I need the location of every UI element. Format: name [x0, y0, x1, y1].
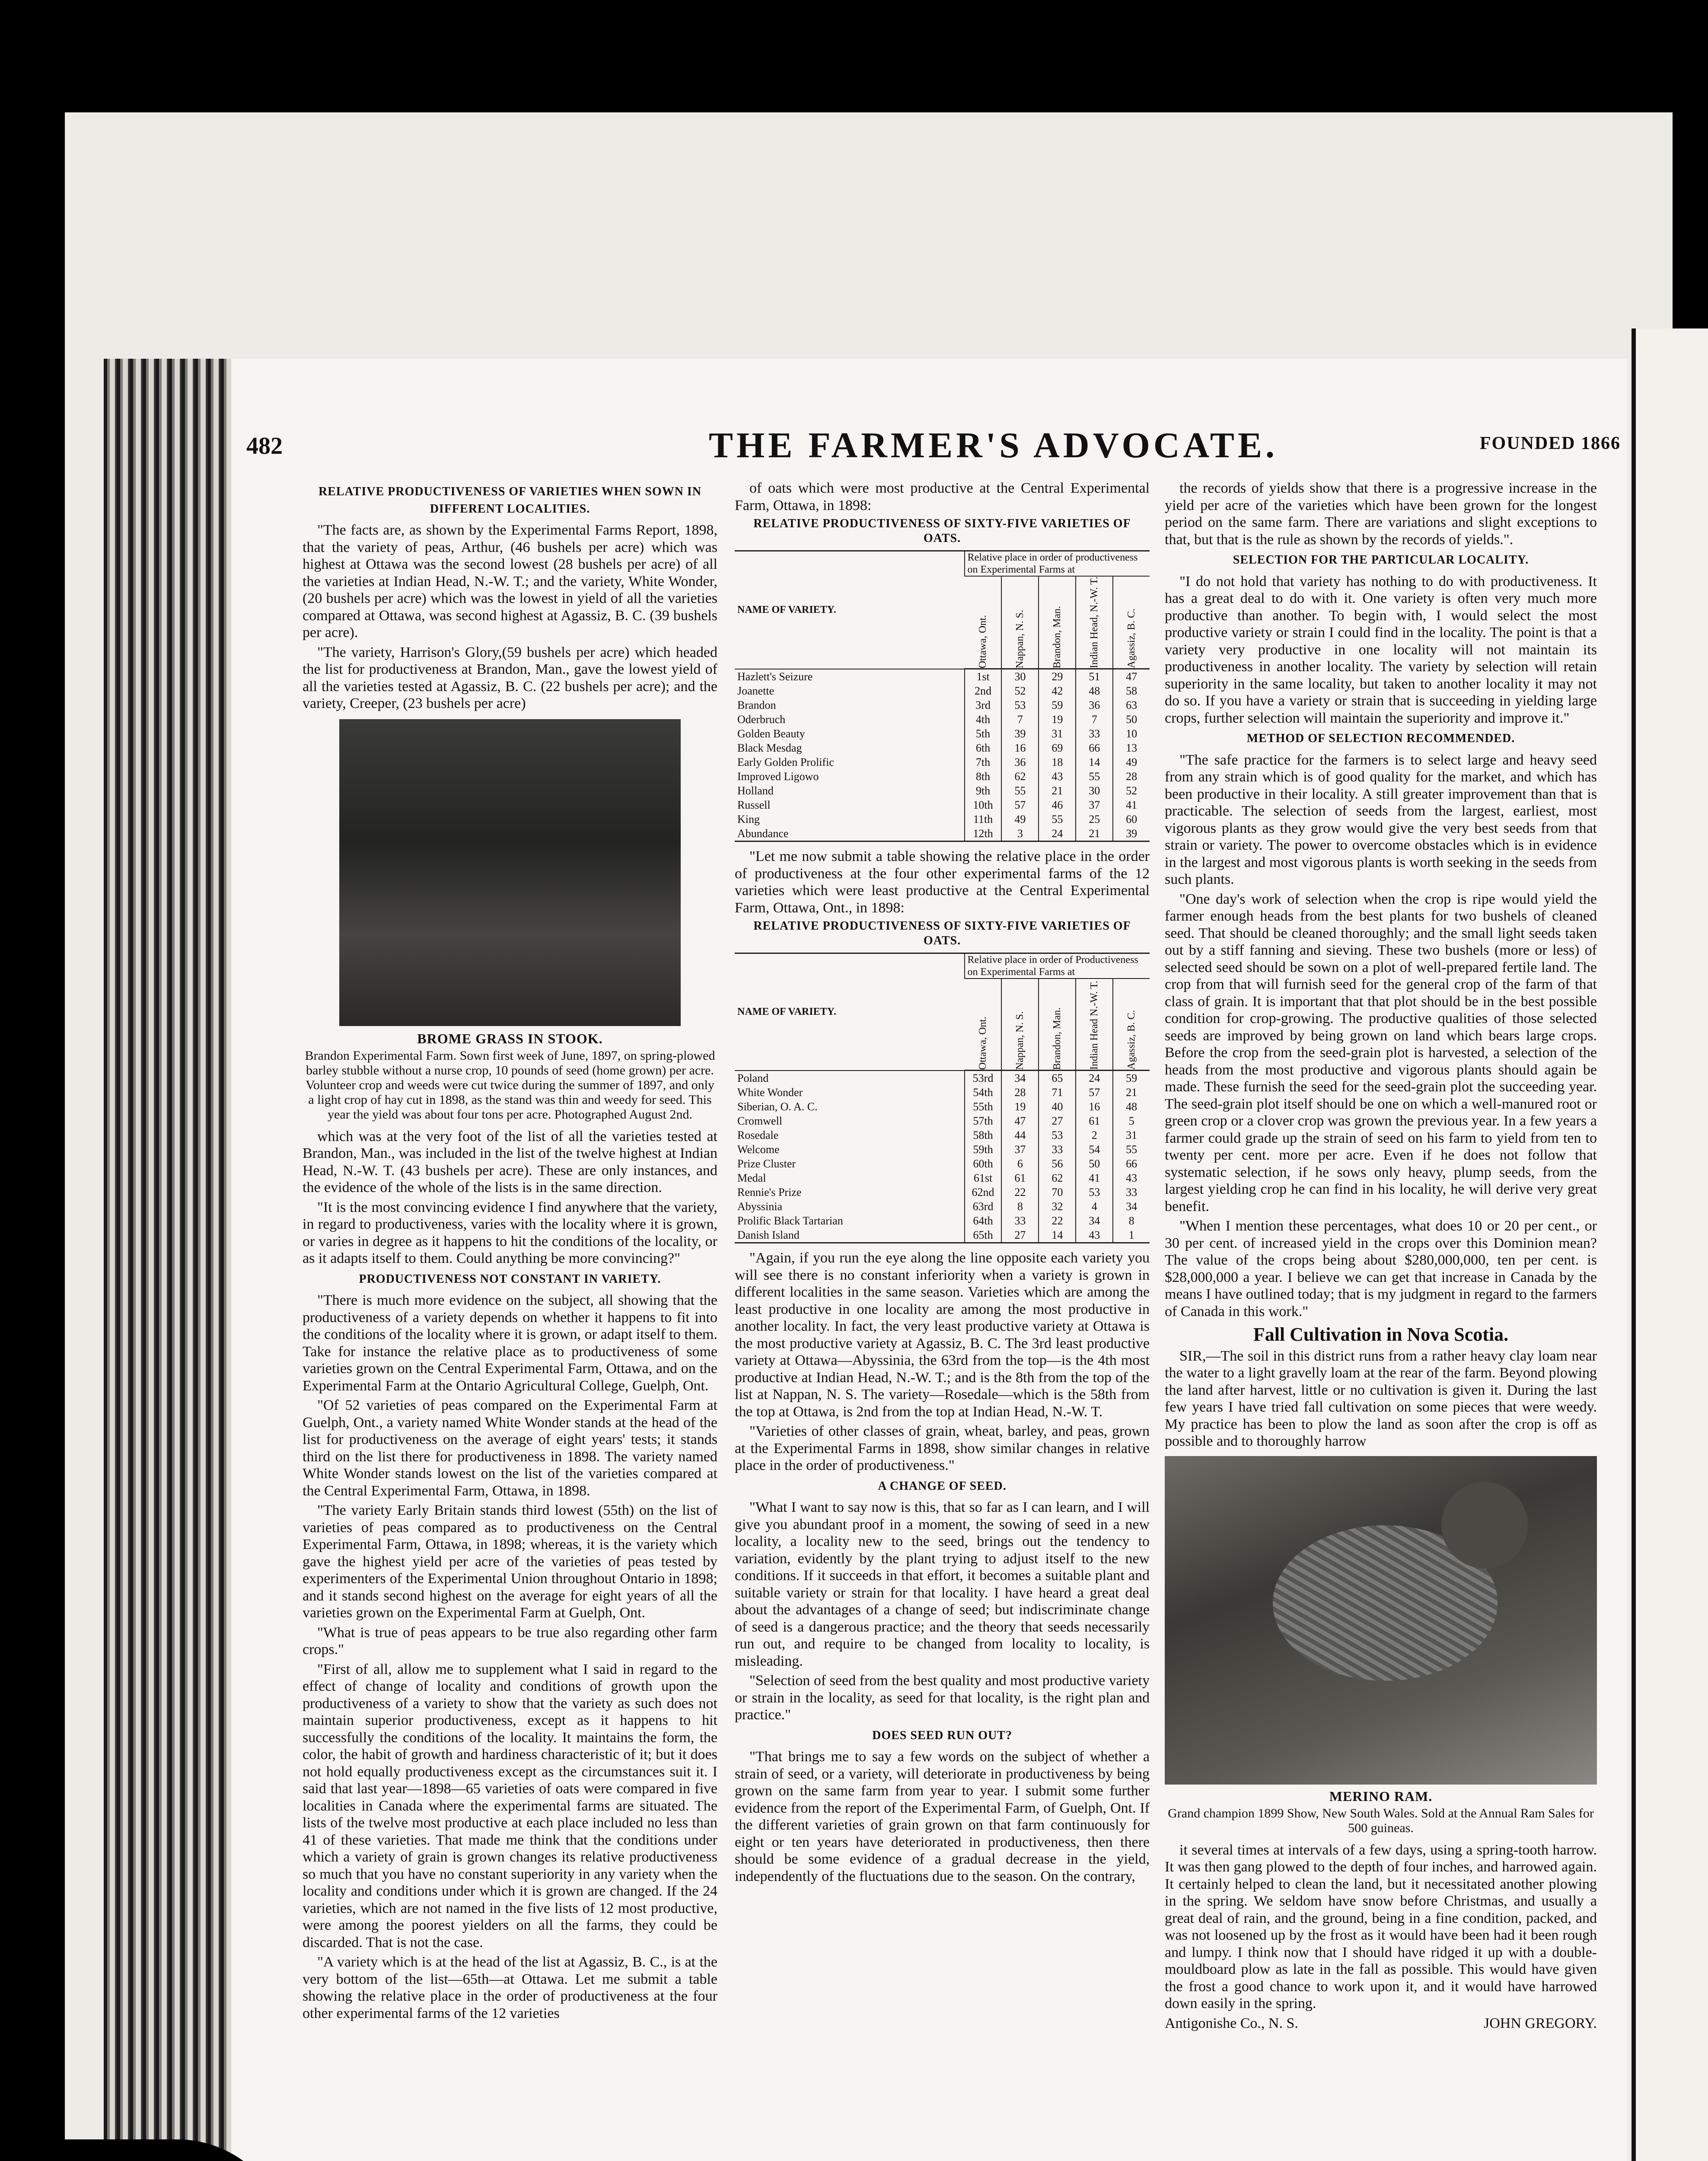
ram-head [1441, 1482, 1528, 1568]
paragraph: "When I mention these percentages, what does 10 or 20 per cent., or 30 per cent. of increased yield in the crops over this Dominion mean? The value of the crops being about $280,000,000, ten per cent. is $28,000,000 a year. I believe we can get that increase in Canada by the means I have outlined today; that is my judgment in regard to the farmers of Canada in this work." [1165, 1218, 1597, 1320]
table-row [735, 1085, 1150, 1100]
paragraph: which was at the very foot of the list of all the varieties tested at Brandon, Man., was included in the list of the twelve highest at Indian Head, N.-W. T. (43 bushels per acre). These are only instances, and the evidence of the whole of the lists is in the same direction. [303, 1128, 717, 1195]
rank-cell: 6th [965, 741, 1002, 755]
rank-cell: 63rd [965, 1199, 1002, 1214]
rank-cell: 37 [1076, 798, 1113, 812]
section-heading: SELECTION FOR THE PARTICULAR LOCALITY. [1233, 553, 1529, 567]
rank-cell: 47 [1113, 669, 1150, 684]
rank-cell: 44 [1001, 1128, 1039, 1142]
paragraph: "Again, if you run the eye along the line opposite each variety you will see there is no constant inferiority when a variety is grown in different localities in the same season. Varieties which are among the least productive in one locality are among the most productive in another locality. In fact, the very least productive variety at Ottawa is the most productive variety at Agassiz, B. C. The 3rd least productive variety at Ottawa—Abyssinia, the 63rd from the top—is the 4th most productive at Indian Head, N.-W. T.; and is the 8th from the top of the list at Nappan, N. S. The variety—Rosedale—which is the 58th from the top at Ottawa, is 2nd from the top at Indian Head, N.-W. T. [735, 1250, 1150, 1420]
table-row [735, 1114, 1150, 1128]
table-row [735, 669, 1150, 684]
variety-name: Medal [737, 1172, 766, 1185]
paragraph: "Let me now submit a table showing the relative place in the order of productiveness at the four other experimental farms of the 12 varieties which were least productive at the Central Experimental Farm, Ottawa, Ont., in 1898: [735, 848, 1150, 916]
rank-cell: 53 [1076, 1185, 1113, 1199]
rank-cell: 9th [965, 784, 1002, 798]
table-row [735, 1128, 1150, 1142]
paragraph: "The facts are, as shown by the Experimental Farms Report, 1898, that the variety of peas, Arthur, (46 bushels per acre) which was highest at Ottawa was the second lowest (28 bushels per acre) of all the varieties at Indian Head, N.-W. T.; and the variety, White Wonder,(20 bushels per acre) which was the lowest in yield of all the varieties compared at Ottawa, was second highest at Agassiz, B. C. (39 bushels per acre). [303, 522, 717, 641]
rank-cell: 1 [1113, 1228, 1150, 1243]
table-col-header [965, 979, 1002, 1071]
rank-cell: 5 [1113, 1114, 1150, 1128]
rank-cell: 21 [1076, 826, 1113, 841]
paragraph: of oats which were most productive at the Central Experimental Farm, Ottawa, in 1898: [735, 480, 1150, 513]
paragraph: SIR,—The soil in this district runs from a rather heavy clay loam near the water to a light gravelly loam at the rear of the farm. Beyond plowing the land after harvest, little or no cultivation is given it. During the last few years I have tried fall cultivation on some pieces that were weedy. My practice has been to plow the land as soon after the crop is off as possible and to thoroughly harrow [1165, 1348, 1597, 1449]
rank-cell: 51 [1076, 669, 1113, 684]
rank-cell: 7 [1076, 712, 1113, 727]
rank-cell: 33 [1113, 1185, 1150, 1199]
rank-cell: 57 [1076, 1085, 1113, 1100]
paragraph: it several times at intervals of a few days, using a spring-tooth harrow. It was then gang plowed to the depth of four inches, and harrowed again. It certainly helped to clean the land, but it necessitated another plowing in the spring. We seldom have snow before Christmas, and usually a great deal of rain, and the ground, being in a fine condition, packed, and was not loosened up by the frost as it would have been had it been rough and lumpy. I think now that I should have ridged it up with a double-mouldboard plow as late in the fall as possible. This would have given the frost a good chance to work upon it, and it would have harrowed down easily in the spring. [1165, 1842, 1597, 2011]
rank-cell: 46 [1039, 798, 1076, 812]
rank-cell: 33 [1076, 727, 1113, 741]
table-row [735, 1171, 1150, 1185]
page-number: 482 [246, 433, 283, 459]
table-row [735, 1199, 1150, 1214]
rank-cell: 3 [1001, 826, 1039, 841]
column-1 [303, 480, 717, 2024]
rank-cell: 52 [1113, 784, 1150, 798]
rank-cell: 36 [1001, 755, 1039, 769]
rank-cell: 42 [1039, 684, 1076, 698]
paragraph: "First of all, allow me to supplement what I said in regard to the effect of change of locality and conditions of growth upon the productiveness of a variety to show that the variety as such does not maintain superior productiveness, except as it happens to hit successfully the conditions of the locality. It maintains the form, the color, the habit of growth and hardiness characteristic of it; but it does not hold equally productiveness except as the circumstances suit it. I said that last year—1898—65 varieties of oats were compared in five localities in Canada where the experimental farms are situated. The lists of the twelve most productive at each place included no less than 41 of these varieties. That made me think that the conditions under which a variety of grain is grown changes its relative productiveness so much that you have no constant superiority in any variety when the locality and conditions under which it is grown are changed. If the 24 varieties, which are not named in the five lists of 12 most productive, were among the poorest yielders on all the farms, they could be discarded. That is not the case. [303, 1661, 717, 1951]
rank-cell: 47 [1001, 1114, 1039, 1128]
table-row [735, 727, 1150, 741]
paragraph: "Of 52 varieties of peas compared on the Experimental Farm at Guelph, Ont., a variety named White Wonder stands at the head of the list for productiveness on the average of eight years' tests; it stands third on the list there for productiveness in 1898. The variety named White Wonder stands lowest on the list of the varieties compared at the Central Experimental Farm, Ottawa, in 1898. [303, 1397, 717, 1499]
rank-cell: 62 [1001, 769, 1039, 784]
table-row [735, 1185, 1150, 1199]
rank-cell: 49 [1001, 812, 1039, 826]
variety-name: Rosedale [737, 1129, 779, 1142]
rank-cell: 70 [1039, 1185, 1076, 1199]
rank-cell: 33 [1039, 1142, 1076, 1157]
table-col-label: Indian Head N.-W. T. [1088, 981, 1100, 1070]
rank-cell: 14 [1039, 1228, 1076, 1243]
rank-cell: 37 [1001, 1142, 1039, 1157]
paragraph: "I do not hold that variety has nothing to do with productiveness. It has a great deal to do with it. One variety is often very much more productive than another. To begin with, I would select the most productive variety or strain I could find in the locality. The point is that a variety very productive in one locality will not maintain its productiveness in another locality. The variety by selection will retain superiority in the same locality, but taken to another locality it may not do so. If you have a variety or strain that is succeeding in yielding large crops, further selection will maintain the superiority and improve it." [1165, 573, 1597, 726]
photo-caption [303, 1031, 717, 1122]
table-row [735, 1214, 1150, 1228]
rank-cell: 8 [1113, 1214, 1150, 1228]
photo-caption-title: MERINO RAM. [1329, 1788, 1433, 1804]
rank-cell: 34 [1001, 1071, 1039, 1086]
variety-name: Cromwell [737, 1115, 782, 1128]
table-row [735, 684, 1150, 698]
table-col-label: Nappan, N. S. [1014, 609, 1026, 669]
table-row [735, 1157, 1150, 1171]
table-col-label: Ottawa, Ont. [977, 1016, 988, 1070]
paragraph: "The variety, Harrison's Glory,(59 bushels per acre) which headed the list for productiveness at Brandon, Man., gave the lowest yield of all the varieties tested at Agassiz, B. C. (22 bushels per acre); and the variety, Creeper, (23 bushels per acre) [303, 644, 717, 711]
rank-cell: 21 [1113, 1085, 1150, 1100]
rank-cell: 7 [1001, 712, 1039, 727]
table-col-label: Agassiz, B. C. [1125, 1010, 1137, 1070]
rank-cell: 53 [1039, 1128, 1076, 1142]
table-col-header [1076, 979, 1113, 1071]
variety-name: Siberian, O. A. C. [737, 1100, 818, 1113]
rank-cell: 36 [1076, 698, 1113, 712]
rank-cell: 61st [965, 1171, 1002, 1185]
rank-cell: 30 [1001, 669, 1039, 684]
table-row [735, 798, 1150, 812]
table-col-label: Agassiz, B. C. [1125, 609, 1137, 669]
rank-cell: 27 [1001, 1228, 1039, 1243]
rank-cell: 57th [965, 1114, 1002, 1128]
rank-cell: 28 [1001, 1085, 1039, 1100]
rank-cell: 2nd [965, 684, 1002, 698]
rank-cell: 52 [1001, 684, 1039, 698]
rank-cell: 58th [965, 1128, 1002, 1142]
section-heading: RELATIVE PRODUCTIVENESS OF VARIETIES WHEN SOWN IN DIFFERENT LOCALITIES. [318, 485, 702, 516]
rank-cell: 22 [1001, 1185, 1039, 1199]
rank-cell: 10 [1113, 727, 1150, 741]
variety-name: Rennie's Prize [737, 1186, 802, 1199]
paragraph: "One day's work of selection when the crop is ripe would yield the farmer enough heads from the best plants for two bushels of cleaned seed. That should be cleaned thoroughly; and the small light seeds taken out by a stiff fanning and sieving. These two bushels (more or less) of selected seed should be sown on a plot of well-prepared fertile land. The crop from that will furnish seed for the general crop of the farm of that class of grain. It is important that that plot should be in the best possible condition for crop-growing. The productive qualities of those selected seeds are improved by being grown on land which bears large crops. Before the crop from the seed-grain plot is harvested, a selection of the heads from the most productive and vigorous plants should again be made. These furnish the seed for the seed-grain plot the succeeding year. The seed-grain plot itself should be one on which a well-manured root or green crop or a clover crop was grown the previous year. In a few years a farmer could grade up the strain of seed on his farm to yield from ten to twenty per cent. more per acre. Even if he does not follow that systematic selection, if he sows only heavy, plump seeds, from the largest yielding crop he can find in his locality, he will derive very great benefit. [1165, 891, 1597, 1214]
photo-caption-text: Grand champion 1899 Show, New South Wales. Sold at the Annual Ram Sales for 500 guineas. [1168, 1806, 1594, 1835]
rank-cell: 32 [1039, 1199, 1076, 1214]
section-heading: METHOD OF SELECTION RECOMMENDED. [1246, 732, 1515, 745]
rank-cell: 58 [1113, 684, 1150, 698]
page-header [246, 425, 1621, 465]
rank-cell: 53rd [965, 1071, 1002, 1086]
rank-cell: 43 [1076, 1228, 1113, 1243]
table-title: RELATIVE PRODUCTIVENESS OF SIXTY-FIVE VARIETIES OF OATS. [753, 517, 1131, 545]
column-2 [735, 480, 1150, 1887]
rank-cell: 60th [965, 1157, 1002, 1171]
rank-cell: 19 [1001, 1100, 1039, 1114]
rank-cell: 16 [1001, 741, 1039, 755]
rank-cell: 54th [965, 1085, 1002, 1100]
rank-cell: 69 [1039, 741, 1076, 755]
rank-cell: 21 [1039, 784, 1076, 798]
paragraph: "Selection of seed from the best quality and most productive variety or strain in the locality, as seed for that locality, is the right plan and practice." [735, 1673, 1150, 1723]
book-spine-edge [104, 359, 233, 2161]
signature-name: JOHN GREGORY. [1484, 2015, 1597, 2031]
paragraph: "The safe practice for the farmers is to select large and heavy seed from any strain which is of good quality for the market, and which has been productive in their locality. A still greater improvement than that is practicable. The selection of seeds from the largest, earliest, most vigorous plants as they grow would give the very best seeds from that strain or variety. The power to overcome obstacles which is in evidence in the largest and most vigorous plants is worth seeking in the seeds from such plants. [1165, 752, 1597, 887]
signature-place: Antigonishe Co., N. S. [1165, 2015, 1298, 2031]
rank-cell: 49 [1113, 755, 1150, 769]
paragraph: "Varieties of other classes of grain, wheat, barley, and peas, grown at the Experimental Farms in 1898, show similar changes in relative place in the order of productiveness." [735, 1423, 1150, 1474]
table-col-header [1113, 979, 1150, 1071]
photo-caption-text: Brandon Experimental Farm. Sown first week of June, 1897, on spring-plowed barley stubble without a nurse crop, 10 pounds of seed (home grown) per acre. Volunteer crop and weeds were cut twice during the summer of 1897, and only a light crop of hay cut in 1898, as the stand was thin and weedy for seed. This year the yield was about four tons per acre. Photographed August 2nd. [305, 1048, 715, 1122]
oats-table-most-productive [735, 550, 1150, 842]
rank-cell: 57 [1001, 798, 1039, 812]
rank-cell: 6 [1001, 1157, 1039, 1171]
rank-cell: 39 [1001, 727, 1039, 741]
rank-cell: 31 [1039, 727, 1076, 741]
table-col-label: Ottawa, Ont. [977, 615, 988, 669]
table-col-header [1039, 979, 1076, 1071]
variety-name: Prize Cluster [737, 1157, 796, 1170]
variety-name: Hazlett's Seizure [737, 670, 813, 683]
rank-cell: 7th [965, 755, 1002, 769]
rank-cell: 4 [1076, 1199, 1113, 1214]
rank-cell: 34 [1076, 1214, 1113, 1228]
rank-cell: 27 [1039, 1114, 1076, 1128]
rank-cell: 64th [965, 1214, 1002, 1228]
variety-name: Prolific Black Tartarian [737, 1214, 843, 1227]
rank-cell: 41 [1076, 1171, 1113, 1185]
rank-cell: 63 [1113, 698, 1150, 712]
table-group-header: Relative place in order of productiveness on Experimental Farms at [965, 551, 1150, 577]
table-row [735, 698, 1150, 712]
rank-cell: 33 [1001, 1214, 1039, 1228]
merino-ram-photo [1165, 1456, 1597, 1785]
variety-name: Poland [737, 1071, 769, 1084]
variety-name: Oderbruch [737, 713, 786, 726]
rank-cell: 16 [1076, 1100, 1113, 1114]
rank-cell: 61 [1001, 1171, 1039, 1185]
rank-cell: 39 [1113, 826, 1150, 841]
paragraph: "That brings me to say a few words on the subject of whether a strain of seed, or a variety, will deteriorate in productiveness by being grown on the same farm from year to year. I submit some further evidence from the report of the Experimental Farm, of Guelph, Ont. If the different varieties of grain grown on that farm continuously for eight or ten years have deteriorated in productiveness, then there should be some evidence of a gradual decrease in the yield, independently of the fluctuations due to the season. On the contrary, [735, 1749, 1150, 1884]
rank-cell: 18 [1039, 755, 1076, 769]
table-row [735, 826, 1150, 841]
table-col-header [965, 576, 1002, 669]
table-row [735, 769, 1150, 784]
table-row [735, 1100, 1150, 1114]
paragraph: "The variety Early Britain stands third lowest (55th) on the list of varieties of peas compared as to productiveness on the Central Experimental Farm, Ottawa, in 1898; whereas, it is the variety which gave the highest yield per acre of the varieties of peas tested by experimenters of the Experimental Union throughout Ontario in 1898; and it stands second highest on the average for eight years of all the varieties grown on the Experimental Farm at Guelph, Ont. [303, 1502, 717, 1621]
rank-cell: 62 [1039, 1171, 1076, 1185]
rank-cell: 43 [1113, 1171, 1150, 1185]
rank-cell: 22 [1039, 1214, 1076, 1228]
rank-cell: 10th [965, 798, 1002, 812]
table-row [735, 1228, 1150, 1243]
article-title: Fall Cultivation in Nova Scotia. [1253, 1324, 1509, 1345]
rank-cell: 66 [1113, 1157, 1150, 1171]
rank-cell: 19 [1039, 712, 1076, 727]
rank-cell: 3rd [965, 698, 1002, 712]
rank-cell: 34 [1113, 1199, 1150, 1214]
rank-cell: 59 [1039, 698, 1076, 712]
rank-cell: 8 [1001, 1199, 1039, 1214]
table-group-header: Relative place in order of Productiveness on Experimental Farms at [965, 953, 1150, 979]
table-row [735, 1142, 1150, 1157]
rank-cell: 62nd [965, 1185, 1002, 1199]
rank-cell: 55 [1076, 769, 1113, 784]
rank-cell: 61 [1076, 1114, 1113, 1128]
rank-cell: 56 [1039, 1157, 1076, 1171]
table-row [735, 755, 1150, 769]
variety-name: White Wonder [737, 1086, 803, 1099]
table-col-label: Brandon, Man. [1051, 606, 1063, 669]
table-row [735, 812, 1150, 826]
table-title: RELATIVE PRODUCTIVENESS OF SIXTY-FIVE VARIETIES OF OATS. [753, 919, 1131, 948]
table-row [735, 741, 1150, 755]
table-col-label: Indian Head, N.-W. T. [1088, 577, 1100, 669]
rank-cell: 5th [965, 727, 1002, 741]
rank-cell: 65 [1039, 1071, 1076, 1086]
table-col-label: Nappan, N. S. [1014, 1011, 1026, 1070]
masthead-title: THE FARMER'S ADVOCATE. [709, 425, 1278, 465]
rank-cell: 55 [1039, 812, 1076, 826]
rank-cell: 25 [1076, 812, 1113, 826]
rank-cell: 1st [965, 669, 1002, 684]
table-col-label: Brandon, Man. [1051, 1007, 1063, 1070]
variety-name: Early Golden Prolific [737, 756, 834, 769]
paragraph: "What is true of peas appears to be true also regarding other farm crops." [303, 1624, 717, 1657]
rank-cell: 54 [1076, 1142, 1113, 1157]
variety-name: Black Mesdag [737, 742, 802, 755]
variety-name: Danish Island [735, 1228, 965, 1243]
rank-cell: 2 [1076, 1128, 1113, 1142]
rank-cell: 55 [1001, 784, 1039, 798]
variety-name: Abundance [735, 826, 965, 841]
rank-cell: 4th [965, 712, 1002, 727]
variety-name: King [737, 813, 760, 826]
founded-label: FOUNDED 1866 [1479, 433, 1621, 453]
variety-name: Joanette [737, 685, 774, 698]
table-col-header [1001, 979, 1039, 1071]
rank-cell: 29 [1039, 669, 1076, 684]
signature-line [1165, 2015, 1597, 2032]
rank-cell: 53 [1001, 698, 1039, 712]
variety-name: Golden Beauty [737, 727, 805, 740]
variety-name: Russell [737, 799, 771, 812]
section-heading: DOES SEED RUN OUT? [872, 1728, 1012, 1742]
rank-cell: 8th [965, 769, 1002, 784]
rank-cell: 43 [1039, 769, 1076, 784]
column-3 [1165, 480, 1597, 2032]
section-heading: A CHANGE OF SEED. [878, 1479, 1007, 1493]
rank-cell: 48 [1076, 684, 1113, 698]
table-col-header [1076, 576, 1113, 669]
rank-cell: 55th [965, 1100, 1002, 1114]
paragraph: "What I want to say now is this, that so far as I can learn, and I will give you abundant proof in a moment, the sowing of seed in a new locality, a locality new to the seed, brings out the tendency to variation, evidently by the plant trying to adjust itself to the new conditions. If it succeeds in that effort, it becomes a suitable plant and suitable variety or strain for that locality. I have heard a great deal about the advantages of a change of seed; but indiscriminate change of seed is a dangerous practice; and the theory that seeds necessarily run out, and require to be changed from locality to locality, is misleading. [735, 1499, 1150, 1669]
photo-caption [1165, 1789, 1597, 1836]
paragraph: the records of yields show that there is a progressive increase in the yield per acre of the varieties which have been grown for the longest period on the same farm. There are variations and slight exceptions to that, but that is the rule as shown by the records of yields.". [1165, 480, 1597, 548]
variety-name: Holland [737, 784, 774, 797]
rank-cell: 24 [1039, 826, 1076, 841]
variety-name: Welcome [737, 1143, 780, 1156]
rank-cell: 65th [965, 1228, 1002, 1243]
oats-table-least-productive [735, 953, 1150, 1243]
rank-cell: 13 [1113, 741, 1150, 755]
table-col-header [1001, 576, 1039, 669]
table-name-header: NAME OF VARIETY. [735, 953, 965, 1071]
paragraph: "There is much more evidence on the subject, all showing that the productiveness of a variety depends on whether it happens to fit into the conditions of the locality where it is grown, or adapt itself to them. Take for instance the relative place as to productiveness of some varieties grown on the Central Experimental Farm, Ottawa, and on the Experimental Farm at the Ontario Agricultural College, Guelph, Ont. [303, 1292, 717, 1394]
table-col-header [1039, 576, 1076, 669]
paragraph: "A variety which is at the head of the list at Agassiz, B. C., is at the very bottom of the list—65th—at Ottawa. Let me submit a table showing the relative place in the order of productiveness at the four other experimental farms of the 12 varieties [303, 1954, 717, 2021]
rank-cell: 66 [1076, 741, 1113, 755]
table-row [735, 1071, 1150, 1086]
brome-grass-photo [339, 719, 681, 1026]
variety-name: Improved Ligowo [737, 770, 819, 783]
table-row [735, 784, 1150, 798]
paragraph: "It is the most convincing evidence I find anywhere that the variety, in regard to productiveness, varies with the locality where it is grown, or varies in degree as it happens to hit the conditions of the locality, or as it adapts itself to them. Could anything be more convincing?" [303, 1199, 717, 1266]
adjacent-page-edge [1632, 328, 1708, 2161]
table-col-header [1113, 576, 1150, 669]
rank-cell: 55 [1113, 1142, 1150, 1157]
rank-cell: 41 [1113, 798, 1150, 812]
rank-cell: 31 [1113, 1128, 1150, 1142]
rank-cell: 12th [965, 826, 1002, 841]
variety-name: Brandon [737, 699, 776, 712]
rank-cell: 28 [1113, 769, 1150, 784]
photo-caption-title: BROME GRASS IN STOOK. [417, 1030, 603, 1046]
rank-cell: 50 [1113, 712, 1150, 727]
rank-cell: 11th [965, 812, 1002, 826]
variety-name: Abyssinia [737, 1200, 782, 1213]
section-heading: PRODUCTIVENESS NOT CONSTANT IN VARIETY. [359, 1272, 661, 1286]
rank-cell: 71 [1039, 1085, 1076, 1100]
rank-cell: 48 [1113, 1100, 1150, 1114]
table-row [735, 712, 1150, 727]
rank-cell: 24 [1076, 1071, 1113, 1086]
rank-cell: 30 [1076, 784, 1113, 798]
rank-cell: 40 [1039, 1100, 1076, 1114]
rank-cell: 14 [1076, 755, 1113, 769]
rank-cell: 50 [1076, 1157, 1113, 1171]
rank-cell: 59th [965, 1142, 1002, 1157]
rank-cell: 60 [1113, 812, 1150, 826]
rank-cell: 59 [1113, 1071, 1150, 1086]
table-name-header: NAME OF VARIETY. [735, 551, 965, 669]
